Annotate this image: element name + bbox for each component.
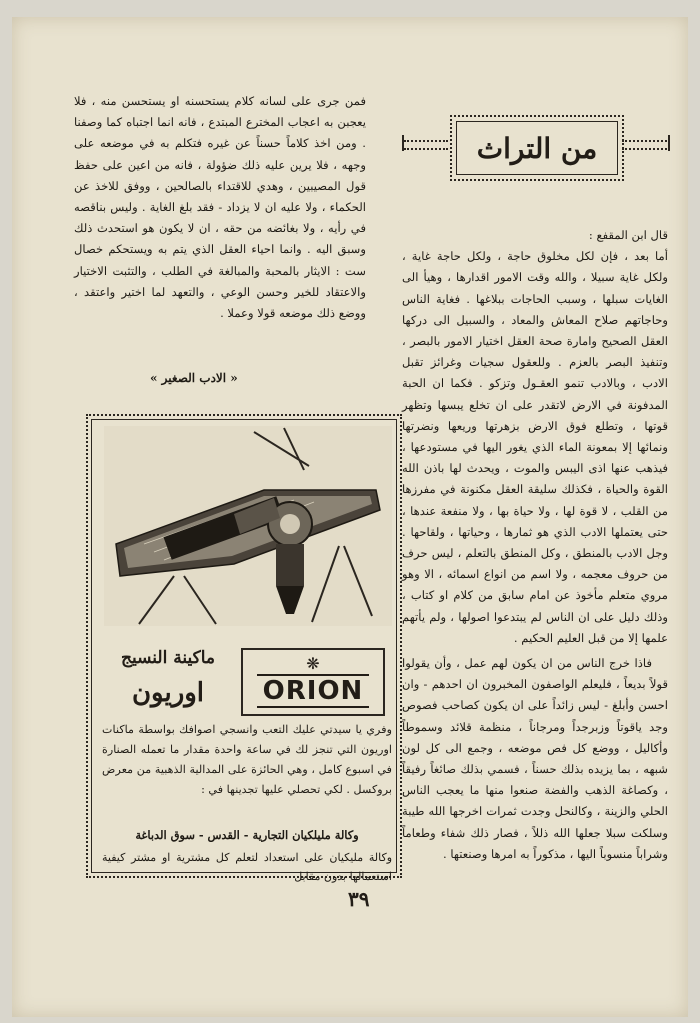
article-source: « الادب الصغير » (150, 371, 238, 385)
ad-heading-small: ماكينة النسيج (121, 648, 215, 668)
article-paragraph-3: فمن جرى على لسانه كلام يستحسنه او يستحسن منه ، فلا يعجبن به اعجاب المخترع المبتدع ، فانه انما اجتباه كما وصفنا . ومن اخذ كلاماً حسناً عن غيره فتكلم به في موضعه على وجهه ، فلا يرين عليه ذلك ضؤولة ، فانه من اعين على حفظ قول المصيبين ، وهدي للاقتداء بالصالحين ، ووفق للاخذ عن الحكماء ، ولا عليه ان لا يزداد - فقد بلغ الغاية . وليس بناقصه في رأيه ، ولا بغائضه من حقه ، ان لا يكون هو استحدث ذلك وسبق اليه . وانما احياء العقل الذي يتم به ويستحكم خصال ست : الايثار بالمحبة والمبالغة في الطلب ، والتثبت الاختيار والاعتقاد للخير وحسن الوعي ، والتعهد لما اختير واعتقد ، ووضع ذلك موضعه قولا وعملا . (74, 94, 366, 321)
title-ornament-cap-left (402, 135, 408, 151)
ad-heading-large: اوريون (131, 678, 205, 708)
knitting-machine-illustration (104, 426, 392, 626)
section-title: من التراث (476, 131, 598, 165)
article-left-column (74, 91, 366, 324)
article-paragraph-2: فاذا خرج الناس من ان يكون لهم عمل ، وأن يقولوا قولاً بديعاً ، فليعلم الواصفون المخبرون ان احدهم - وان احسن وأبلغ - ليس زائداً على ان يكون كصاحب فصوص وجد ياقوتاً وزبرجداً ومرجاناً ، منظمة قلائد وسموطاً وأكاليل ، ووضع كل فص موضعه ، وجمع الى كل لون شبهه ، بما يزيده بذلك حسناً ، فسمي بذلك صائغاً رفيقاً ، وكصاغة الذهب والفضة صنعوا منها ما يعجب الناس الحلي والزينة ، وكالنحل وجدت ثمرات اخرجها الله طيبة وسلكت سبلا جعلها الله ذللاً ، فصار ذلك شفاء وطعاماً وشراباً منسوباً اليها ، مذكوراً به امرها وصنعتها . (402, 656, 668, 861)
orion-advertisement (86, 414, 402, 883)
article-intro: قال ابن المقفع : (588, 228, 668, 242)
orion-logo (241, 648, 385, 716)
ad-body-paragraph: وفري يا سيدتي عليك التعب وانسجي اصوافك بواسطة ماكنات اوريون التي تنجز لك في ساعة واحدة مقدار ما تعمله الصنارة في اسبوع كامل ، وهي الحائزة على المدالية الذهبية من معرض بروكسل . لكي تحصلي عليها تجدينها في : (102, 723, 392, 796)
ad-agency-line: وكالة مليلكيان التجارية - القدس - سوق الدباغة (135, 828, 359, 842)
page-number: ٣٩ (348, 887, 370, 911)
magazine-page (12, 17, 688, 1017)
orion-star-icon: ❋ (306, 654, 320, 673)
section-title-box (450, 115, 624, 181)
ad-body-text (102, 720, 392, 800)
title-ornament-cap-right (668, 135, 674, 151)
orion-logo-text: ORION (257, 674, 369, 708)
title-ornament-right (622, 140, 670, 150)
article-paragraph-1: أما بعد ، فإن لكل مخلوق حاجة ، ولكل حاجة غاية ، ولكل غاية سبيلا ، والله وقت الامور اقدارها ، وهيأ الى الغايات سبلها ، وسبب الحاجات ببلاغها . فغاية الناس وحاجاتهم صلاح المعاش والمعاد ، والسبيل الى دركها العقل الصحيح وامارة صحة العقل اختيار الامور بالبصر ، وتنفيذ البصر بالعزم . وللعقول سجيات وغرائز تقبل الادب ، وبالادب تنمو العقـول وتزكو . فكما ان الحبة المدفونة في الارض لاتقدر على ان تخلع يبسها وتظهر قوتها ، وتطلع فوق الارض بزهرتها وريعها ونضرتها ونمائها إلا بمعونة الماء الذي يغور اليها في مستودعها ، فيذهب عنها اذى اليبس والموت ، ويحدث لها باذن الله القوة والحياة ، فكذلك سليقة العقل مكنونة في مفرزها من القلب ، لا قوة لها ، ولا حياة بها ، ولا منفعة عندها ، حتى يعتملها الادب الذي هو ثمارها ، وحياتها ، ولقاحها . وجل الادب بالمنطق ، وكل المنطق بالتعلم ، ليس حرف من حروف معجمه ، ولا اسم من انواع اسمائه ، الا وهو مروي متعلم مأخوذ عن امام سابق من كلام او كتاب ، وذلك دليل على ان الناس لم يبتدعوا اصولها ، ولم يأتهم علمها إلا من قبل العليم الحكيم . (402, 249, 668, 645)
article-right-column (402, 225, 668, 865)
ad-footer-text: وكالة مليكيان على استعداد لتعلم كل مشترية او مشتر كيفية استعمالها بدون مقابل (102, 851, 392, 883)
title-ornament-left (404, 140, 448, 150)
